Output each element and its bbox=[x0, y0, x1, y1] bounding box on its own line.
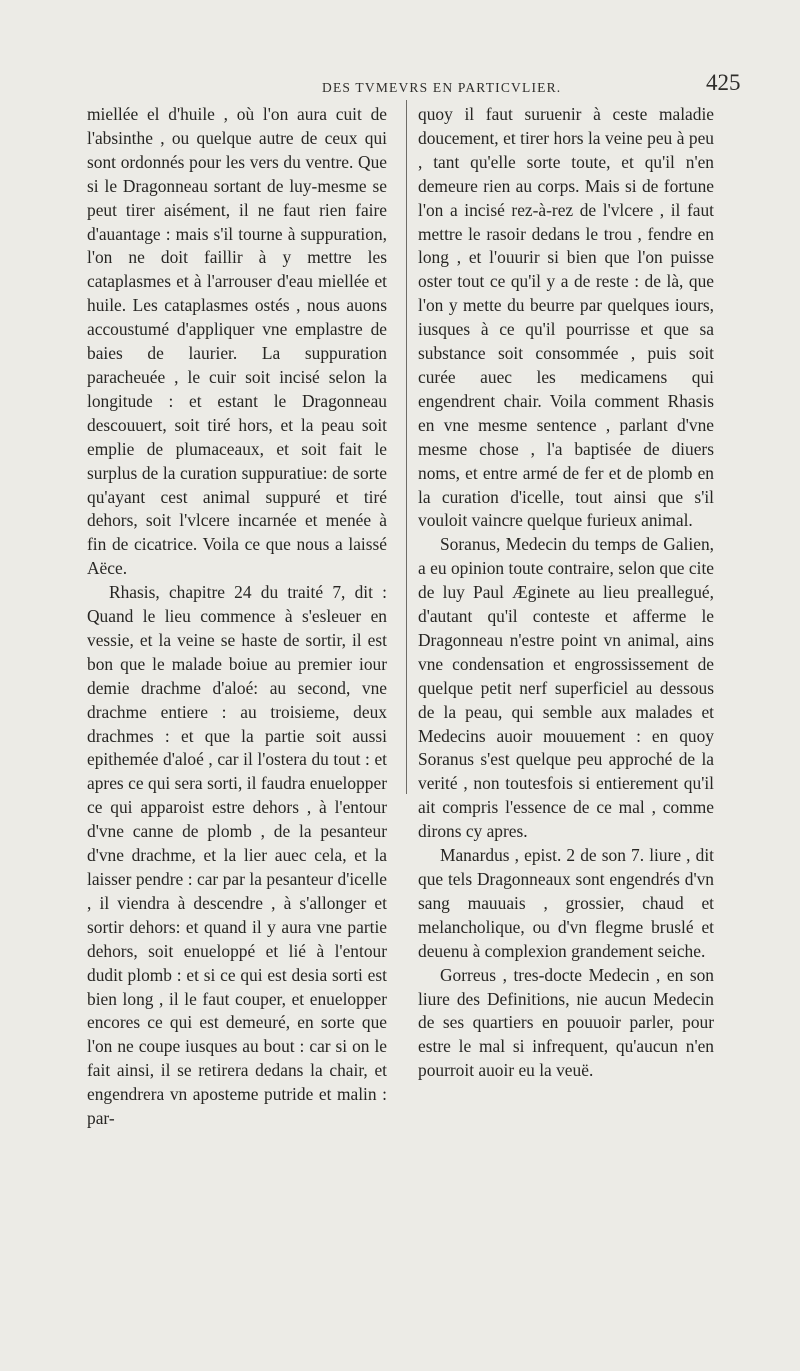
left-column bbox=[87, 103, 387, 1131]
right-column bbox=[418, 103, 714, 1083]
running-title: DES TVMEVRS EN PARTICVLIER. bbox=[322, 80, 562, 95]
paragraph: Rhasis, chapitre 24 du traité 7, dit : Quand le lieu commence à s'esleuer en vessie, et la veine se haste de sortir, il est bon que le malade boiue au premier iour demie drachme d'aloé: au second, vne drachme entiere : au troisieme, deux drachmes : et que la partie soit aussi epithemée d'aloé , car il l'ostera du tout : et apres ce qui sera sorti, il faudra enuelopper ce qui apparoist estre dehors , à l'entour d'vne canne de plomb , de la pesanteur d'vne drachme, et la lier auec cela, et la laisser pendre : car par la pesanteur d'icelle , il viendra à descendre , à s'allonger et sortir dehors: et quand il y aura vne partie dehors, soit enueloppé et lié à l'entour dudit plomb : et si ce qui est desia sorti est bien long , il le faut couper, et enuelopper encores ce qui est demeuré, en sorte que l'on ne coupe iusques au bout : car si on le fait ainsi, il se retirera dedans la chair, et engendrera vn aposteme putride et malin : par- bbox=[87, 582, 387, 1129]
paragraph: Manardus , epist. 2 de son 7. liure , dit que tels Dragonneaux sont engendrés d'vn sang mauuais , grossier, chaud et melancholique, ou d'vn flegme bruslé et deuenu à complexion grandement seiche. bbox=[418, 845, 714, 961]
page-number: 425 bbox=[706, 70, 741, 95]
paragraph: Soranus, Medecin du temps de Galien, a eu opinion toute contraire, selon que cite de luy Paul Æginete au lieu preallegué, d'autant qu'il conteste et afferme le Dragonneau n'estre point vn animal, ains vne condensation et engrossissement de quelque petit nerf superficiel au dessous de la peau, qui semble aux malades et Medecins auoir mouuement : en quoy Soranus s'est quelque peu approché de la verité , non toutesfois si entierement qu'il ait compris l'essence de ce mal , comme dirons cy apres. bbox=[418, 534, 714, 842]
column-divider bbox=[406, 100, 407, 794]
paragraph: Gorreus , tres-docte Medecin , en son liure des Definitions, nie aucun Medecin de ses quartiers en pouuoir parler, pour estre le mal si infrequent, qu'aucun n'en pourroit auoir eu la veuë. bbox=[418, 964, 714, 1081]
paragraph: miellée el d'huile , où l'on aura cuit de l'absinthe , ou quelque autre de ceux qui sont ordonnés pour les vers du ventre. Que si le Dragonneau sortant de luy-mesme se peut tirer aisément, il ne faut rien faire d'auantage : mais s'il tourne à suppuration, l'on ne doit faillir à y mettre les cataplasmes et à l'arrouser d'eau miellée et huile. Les cataplasmes ostés , nous auons accoustumé d'appliquer vne emplastre de baies de laurier. La suppuration paracheuée , le cuir soit incisé selon la longitude : et estant le Dragonneau descouuert, soit tiré hors, et la peau soit emplie de plumaceaux, et soit fait le surplus de la curation suppuratiue: de sorte qu'ayant cest animal suppuré et tiré dehors, soit l'vlcere incarnée et menée à fin de cicatrice. Voila ce que nous a laissé Aëce. bbox=[87, 104, 387, 579]
paragraph: quoy il faut suruenir à ceste maladie doucement, et tirer hors la veine peu à peu , tant qu'elle sorte toute, et qu'il n'en demeure rien au corps. Mais si de fortune l'on a incisé rez-à-rez de l'vlcere , il faut mettre le rasoir dedans le trou , fendre en long , et l'ouurir si bien que l'on puisse oster tout ce qu'il y a de reste : de là, que l'on y mette du beurre par quelques iours, iusques à ce qu'il pourrisse et que sa substance soit consommée , puis soit curée auec les medicamens qui engendrent chair. Voila comment Rhasis en vne mesme sentence , parlant d'vne mesme chose , l'a baptisée de diuers noms, et entre armé de fer et de plomb en la curation d'icelle, tout ainsi que s'il vouloit vaincre quelque furieux animal. bbox=[418, 104, 714, 531]
